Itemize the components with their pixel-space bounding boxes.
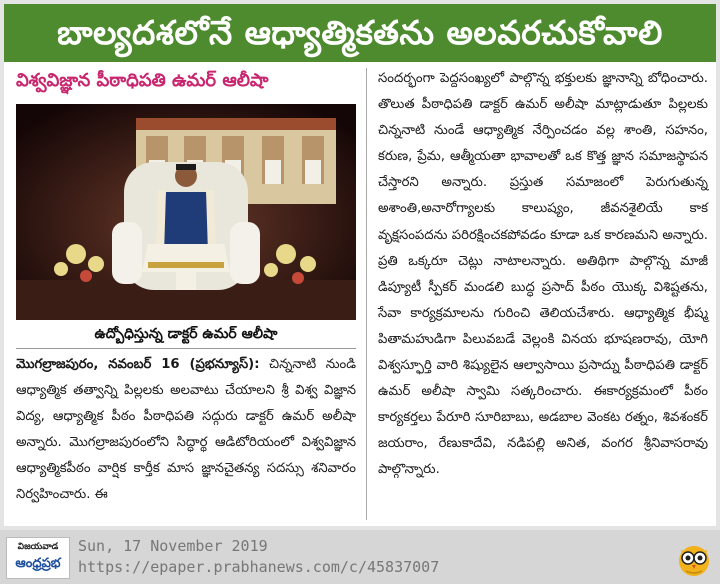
news-clipping [4, 4, 716, 526]
article-right-column [378, 66, 708, 484]
headline: బాల్యదశలోనే ఆధ్యాత్మికతను అలవరచుకోవాలి [4, 4, 716, 62]
owl-mascot-icon[interactable] [676, 539, 712, 577]
clip-url[interactable]: https://epaper.prabhanews.com/c/45837007 [78, 558, 440, 576]
subheadline: విశ్వవిజ్ఞాన పీఠాధిపతి ఉమర్ ఆలీషా [16, 70, 269, 91]
article-body-right: సందర్భంగా పెద్దసంఖ్యలో పాల్గొన్న భక్తులకు జ్ఞానాన్ని బోధించారు. తొలుత పీఠాధిపతి డాక్టర్ ఉమర్ అలీషా మాట్లాడుతూ పిల్లలకు చిన్ననాటి నుండే ఆధ్యాత్మిక నేర్పించడం వల్ల శాంతి, సహనం, కరుణ, ప్రేమ, ఆత్మీయతా భావాలతో ఒక కొత్త జ్ఞాన సమాజస్థాపన చేస్తారని అన్నారు. ప్రస్తుత సమాజంలో పెరుగుతున్న అశాంతి,అనారోగ్యాలకు కాలుష్యం, జీవనశైలియే కాక వృక్షసంపదను పరిరక్షించకపోవడం కూడా ఒక కారణమని అన్నారు. ప్రతి ఒక్కరూ చెట్లు నాటాలన్నారు. అతిథిగా పాల్గొన్న మాజీ డిప్యూటీ స్పీకర్ మండలి బుద్ధ ప్రసాద్ పీఠం యొక్క విశిష్టతను, సేవా కార్యక్రమాలను గురించి తెలియచేశారు. ఆధ్యాత్మిక భీష్మ పితామహుడిగా పిలువబడే వెల్లంకి వినయ భూషణరావు, యోగి విశ్వస్ఫూర్తి వారి శిష్యులైన ఆల్వాసాయి ప్రసాద్ను పీఠాధిపతి డాక్టర్ ఉమర్ అలీషా స్వామి సత్కరించారు. ఈకార్యక్రమంలో పీఠం కార్యకర్తలు పేరూరి సూరిబాబు, అడబాల వెంకట రత్నం, శివశంకర్ జయరాం, రేణుకాదేవి, నడిపల్లి అనిత, వంగర శ్రీనివాసరావు పాల్గొన్నారు. [378, 71, 708, 478]
article-body-left: చిన్ననాటి నుండి ఆధ్యాత్మిక తత్వాన్ని పిల్లలకు అలవాటు చేయాలని శ్రీ విశ్వ విజ్ఞాన విద్య, ఆధ్యాత్మిక పీఠం పీఠాధిపతి సద్గురు డాక్టర్ ఉమర్ అలీషా అన్నారు. మొగల్రాజపురంలోని సిద్ధార్థ ఆడిటోరియంలో విశ్వవిజ్ఞాన ఆధ్యాత్మికపీఠం వార్షిక కార్తీక మాస జ్ఞానచైతన్య సదస్సు శనివారం నిర్వహించారు. ఈ [16, 357, 356, 503]
edition-date: Sun, 17 November 2019 [78, 537, 268, 555]
article-left-column [16, 352, 356, 509]
caption-divider [16, 348, 356, 349]
event-photo [16, 104, 356, 320]
footer-bar [0, 530, 720, 584]
column-divider [366, 68, 367, 520]
photo-illustration [16, 104, 356, 320]
dateline: మొగల్రాజపురం, నవంబర్ 16 (ప్రభన్యూస్): [16, 357, 260, 372]
logo-edition: విజయవాడ [17, 542, 59, 552]
newspaper-logo[interactable] [6, 537, 70, 579]
photo-caption: ఉద్బోధిస్తున్న డాక్టర్ ఉమర్ ఆలీషా [94, 326, 278, 342]
logo-title: ఆంధ్రప్రభ [15, 556, 61, 571]
